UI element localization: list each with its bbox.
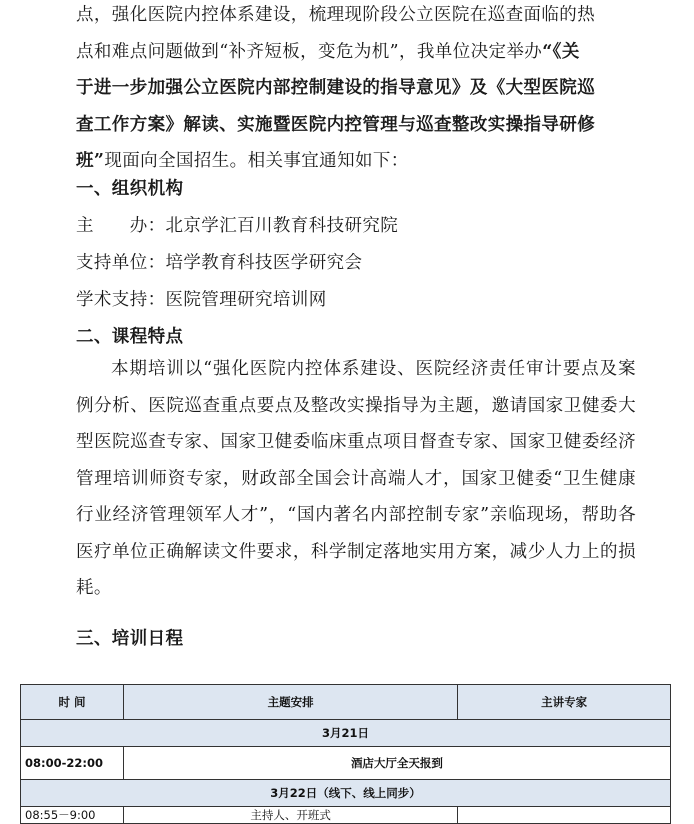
- section-3-title: 三、培训日程: [76, 629, 184, 649]
- host-row: [76, 212, 398, 237]
- intro-line-5b: 现面向全国招生。相关事宜通知如下：: [104, 151, 409, 171]
- support-label: 支持单位：: [76, 253, 166, 273]
- day-2-label: 3月22日（线下、线上同步）: [21, 780, 671, 807]
- intro-line-5a: 班”: [76, 151, 105, 171]
- row-2-topic: 主持人、开班式: [123, 807, 457, 824]
- row-1-time: 08:00-22:00: [21, 747, 124, 780]
- intro-line-3: 于进一步加强公立医院内部控制建设的指导意见》及《大型医院巡: [76, 78, 596, 98]
- schedule-header-row: [21, 685, 671, 720]
- day-row-2: [21, 780, 671, 807]
- row-1-topic: 酒店大厅全天报到: [123, 747, 670, 780]
- course-features-paragraph: 本期培训以“强化医院内控体系建设、医院经济责任审计要点及案例分析、医院巡查重点要点及整改实操指导为主题，邀请国家卫健委大型医院巡查专家、国家卫健委临床重点项目督查专家、国家卫健委经济管理培训师资专家，财政部全国会计高端人才，国家卫健委“卫生健康行业经济管理领军人才”，“国内著名内部控制专家”亲临现场，帮助各医疗单位正确解读文件要求，科学制定落地实用方案，减少人力上的损耗。: [76, 359, 636, 598]
- schedule-table: [20, 684, 671, 824]
- intro-line-2b: “《关: [542, 41, 580, 62]
- section-2-title: 二、课程特点: [76, 327, 184, 347]
- row-2-time: 08:55－9:00: [21, 807, 124, 824]
- table-row: [21, 807, 671, 824]
- header-time: 时 间: [21, 685, 124, 720]
- header-expert: 主讲专家: [458, 685, 671, 720]
- day-row-1: [21, 720, 671, 747]
- day-1-label: 3月21日: [21, 720, 671, 747]
- intro-line-2a: 点和难点问题做到“补齐短板，变危为机”，我单位决定举办: [76, 41, 543, 62]
- table-row: [21, 747, 671, 780]
- intro-paragraph: [76, 0, 636, 180]
- host-value: 北京学汇百川教育科技研究院: [165, 216, 399, 236]
- support-row: [76, 249, 362, 274]
- host-label: 主 办：: [76, 216, 166, 236]
- intro-line-4: 查工作方案》解读、实施暨医院内控管理与巡查整改实操指导研修: [76, 114, 596, 135]
- intro-line-1: 点，强化医院内控体系建设，梳理现阶段公立医院在巡查面临的热: [76, 5, 596, 25]
- header-topic: 主题安排: [123, 685, 457, 720]
- academic-label: 学术支持：: [76, 290, 166, 310]
- support-value: 培学教育科技医学研究会: [165, 253, 363, 273]
- row-2-expert: [458, 807, 671, 824]
- section-1-title: 一、组织机构: [76, 179, 184, 199]
- academic-row: [76, 286, 327, 311]
- academic-value: 医院管理研究培训网: [165, 290, 327, 310]
